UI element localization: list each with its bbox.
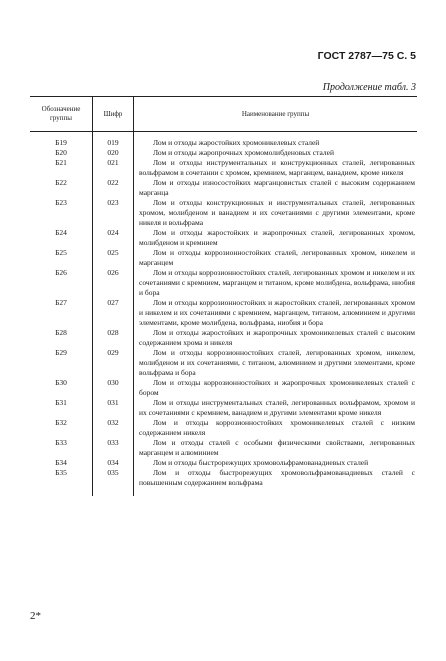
cell-cipher: 021 (93, 158, 134, 178)
table-row (30, 158, 417, 178)
table-row (30, 268, 417, 298)
cell-designation: Б19 (55, 138, 67, 147)
cell-designation: Б23 (55, 198, 67, 207)
cell-group-name: Лом и отходы быстрорежущих хромовольфрамованадиевых сталей с повышенным содержанием вольфрама (134, 468, 418, 496)
table-row (30, 378, 417, 398)
cell-group-name: Лом и отходы инструментальных и конструкционных сталей, легированных вольфрамом в сочетании с хромом, кремнием, марганцем, ванадием, кроме никеля (134, 158, 418, 178)
cell-group-name: Лом и отходы жаропрочных хромомолибденовых сталей (134, 148, 418, 158)
cell-cipher: 026 (93, 268, 134, 298)
cell-designation: Б28 (55, 328, 67, 337)
page-footer-mark: 2* (30, 610, 41, 622)
cell-group-name: Лом и отходы коррозионностойких сталей, легированных хромом, никелем и марганцем (134, 248, 418, 268)
cell-group-name: Лом и отходы коррозионностойких и жаропрочных хромоникелевых сталей с бором (134, 378, 418, 398)
cell-designation: Б34 (55, 458, 67, 467)
column-header-group-name: Наименование группы (134, 97, 418, 132)
cell-cipher: 019 (93, 132, 134, 149)
column-header-cipher: Шифр (93, 97, 134, 132)
cell-group-name: Лом и отходы жаростойких и жаропрочных сталей, легированных хромом, молибденом и кремнием (134, 228, 418, 248)
cell-group-name: Лом и отходы коррозионностойких хромоникелевых сталей с низким содержанием никеля (134, 418, 418, 438)
table-row (30, 438, 417, 458)
cell-cipher: 035 (93, 468, 134, 496)
cell-group-name: Лом и отходы инструментальных сталей, легированных вольфрамом, хромом и их сочетаниями с кремнием, ванадием и другими элементами кроме никеля (134, 398, 418, 418)
cell-designation: Б31 (55, 398, 67, 407)
cell-group-name: Лом и отходы износостойких марганцовистых сталей с высоким содержанием марганца (134, 178, 418, 198)
cell-cipher: 029 (93, 348, 134, 378)
cell-designation: Б20 (55, 148, 67, 157)
cell-designation: Б24 (55, 228, 67, 237)
table-row (30, 198, 417, 228)
cell-cipher: 025 (93, 248, 134, 268)
cell-group-name: Лом и отходы жаростойких хромоникелевых сталей (134, 132, 418, 149)
table-row (30, 468, 417, 496)
table-row (30, 132, 417, 149)
cell-cipher: 032 (93, 418, 134, 438)
table-row (30, 148, 417, 158)
cell-group-name: Лом и отходы коррозионностойких сталей, легированных хромом и никелем и их сочетаниями с кремнием, марганцем и титаном, кроме молибдена, вольфрама, ниобия и бора (134, 268, 418, 298)
table-row (30, 348, 417, 378)
groups-table (30, 96, 417, 496)
cell-cipher: 020 (93, 148, 134, 158)
cell-designation: Б29 (55, 348, 67, 357)
cell-group-name: Лом и отходы быстрорежущих хромовольфрамованадиевых сталей (134, 458, 418, 468)
table-row (30, 458, 417, 468)
cell-designation: Б35 (55, 468, 67, 477)
cell-cipher: 033 (93, 438, 134, 458)
cell-designation: Б32 (55, 418, 67, 427)
table-row (30, 298, 417, 328)
cell-group-name: Лом и отходы конструкционных и инструментальных сталей, легированных хромом, молибденом и ванадием и их сочетаниями с другими элементами, кроме никеля и вольфрама (134, 198, 418, 228)
cell-group-name: Лом и отходы сталей с особыми физическими свойствами, легированных марганцем и алюминием (134, 438, 418, 458)
table-row (30, 328, 417, 348)
cell-group-name: Лом и отходы коррозионностойких сталей, легированных хромом, никелем, молибденом и их сочетаниями, с титаном, алюминием и другими элементами, кроме вольфрама и бора (134, 348, 418, 378)
cell-group-name: Лом и отходы жаростойких и жаропрочных хромоникелевых сталей с высоким содержанием хрома и никеля (134, 328, 418, 348)
table-row (30, 228, 417, 248)
table-row (30, 248, 417, 268)
cell-cipher: 023 (93, 198, 134, 228)
cell-designation: Б27 (55, 298, 67, 307)
cell-cipher: 027 (93, 298, 134, 328)
column-header-designation: Обозначение группы (30, 97, 93, 132)
cell-designation: Б30 (55, 378, 67, 387)
cell-cipher: 034 (93, 458, 134, 468)
cell-group-name: Лом и отходы коррозионностойких и жаростойких сталей, легированных хромом и никелем и их сочетаниями с кремнием, марганцем, титаном, алюминием и другими элементами, кроме молибдена, вольфрама, ниобия и бора (134, 298, 418, 328)
cell-cipher: 031 (93, 398, 134, 418)
cell-designation: Б21 (55, 158, 67, 167)
cell-cipher: 024 (93, 228, 134, 248)
page-header: ГОСТ 2787—75 С. 5 (317, 50, 416, 62)
cell-cipher: 028 (93, 328, 134, 348)
cell-designation: Б26 (55, 268, 67, 277)
table-continuation-label: Продолжение табл. 3 (322, 82, 416, 93)
cell-designation: Б33 (55, 438, 67, 447)
table-header-row (30, 97, 417, 132)
table-row (30, 178, 417, 198)
cell-cipher: 022 (93, 178, 134, 198)
cell-designation: Б25 (55, 248, 67, 257)
table-row (30, 398, 417, 418)
cell-designation: Б22 (55, 178, 67, 187)
cell-cipher: 030 (93, 378, 134, 398)
table-row (30, 418, 417, 438)
